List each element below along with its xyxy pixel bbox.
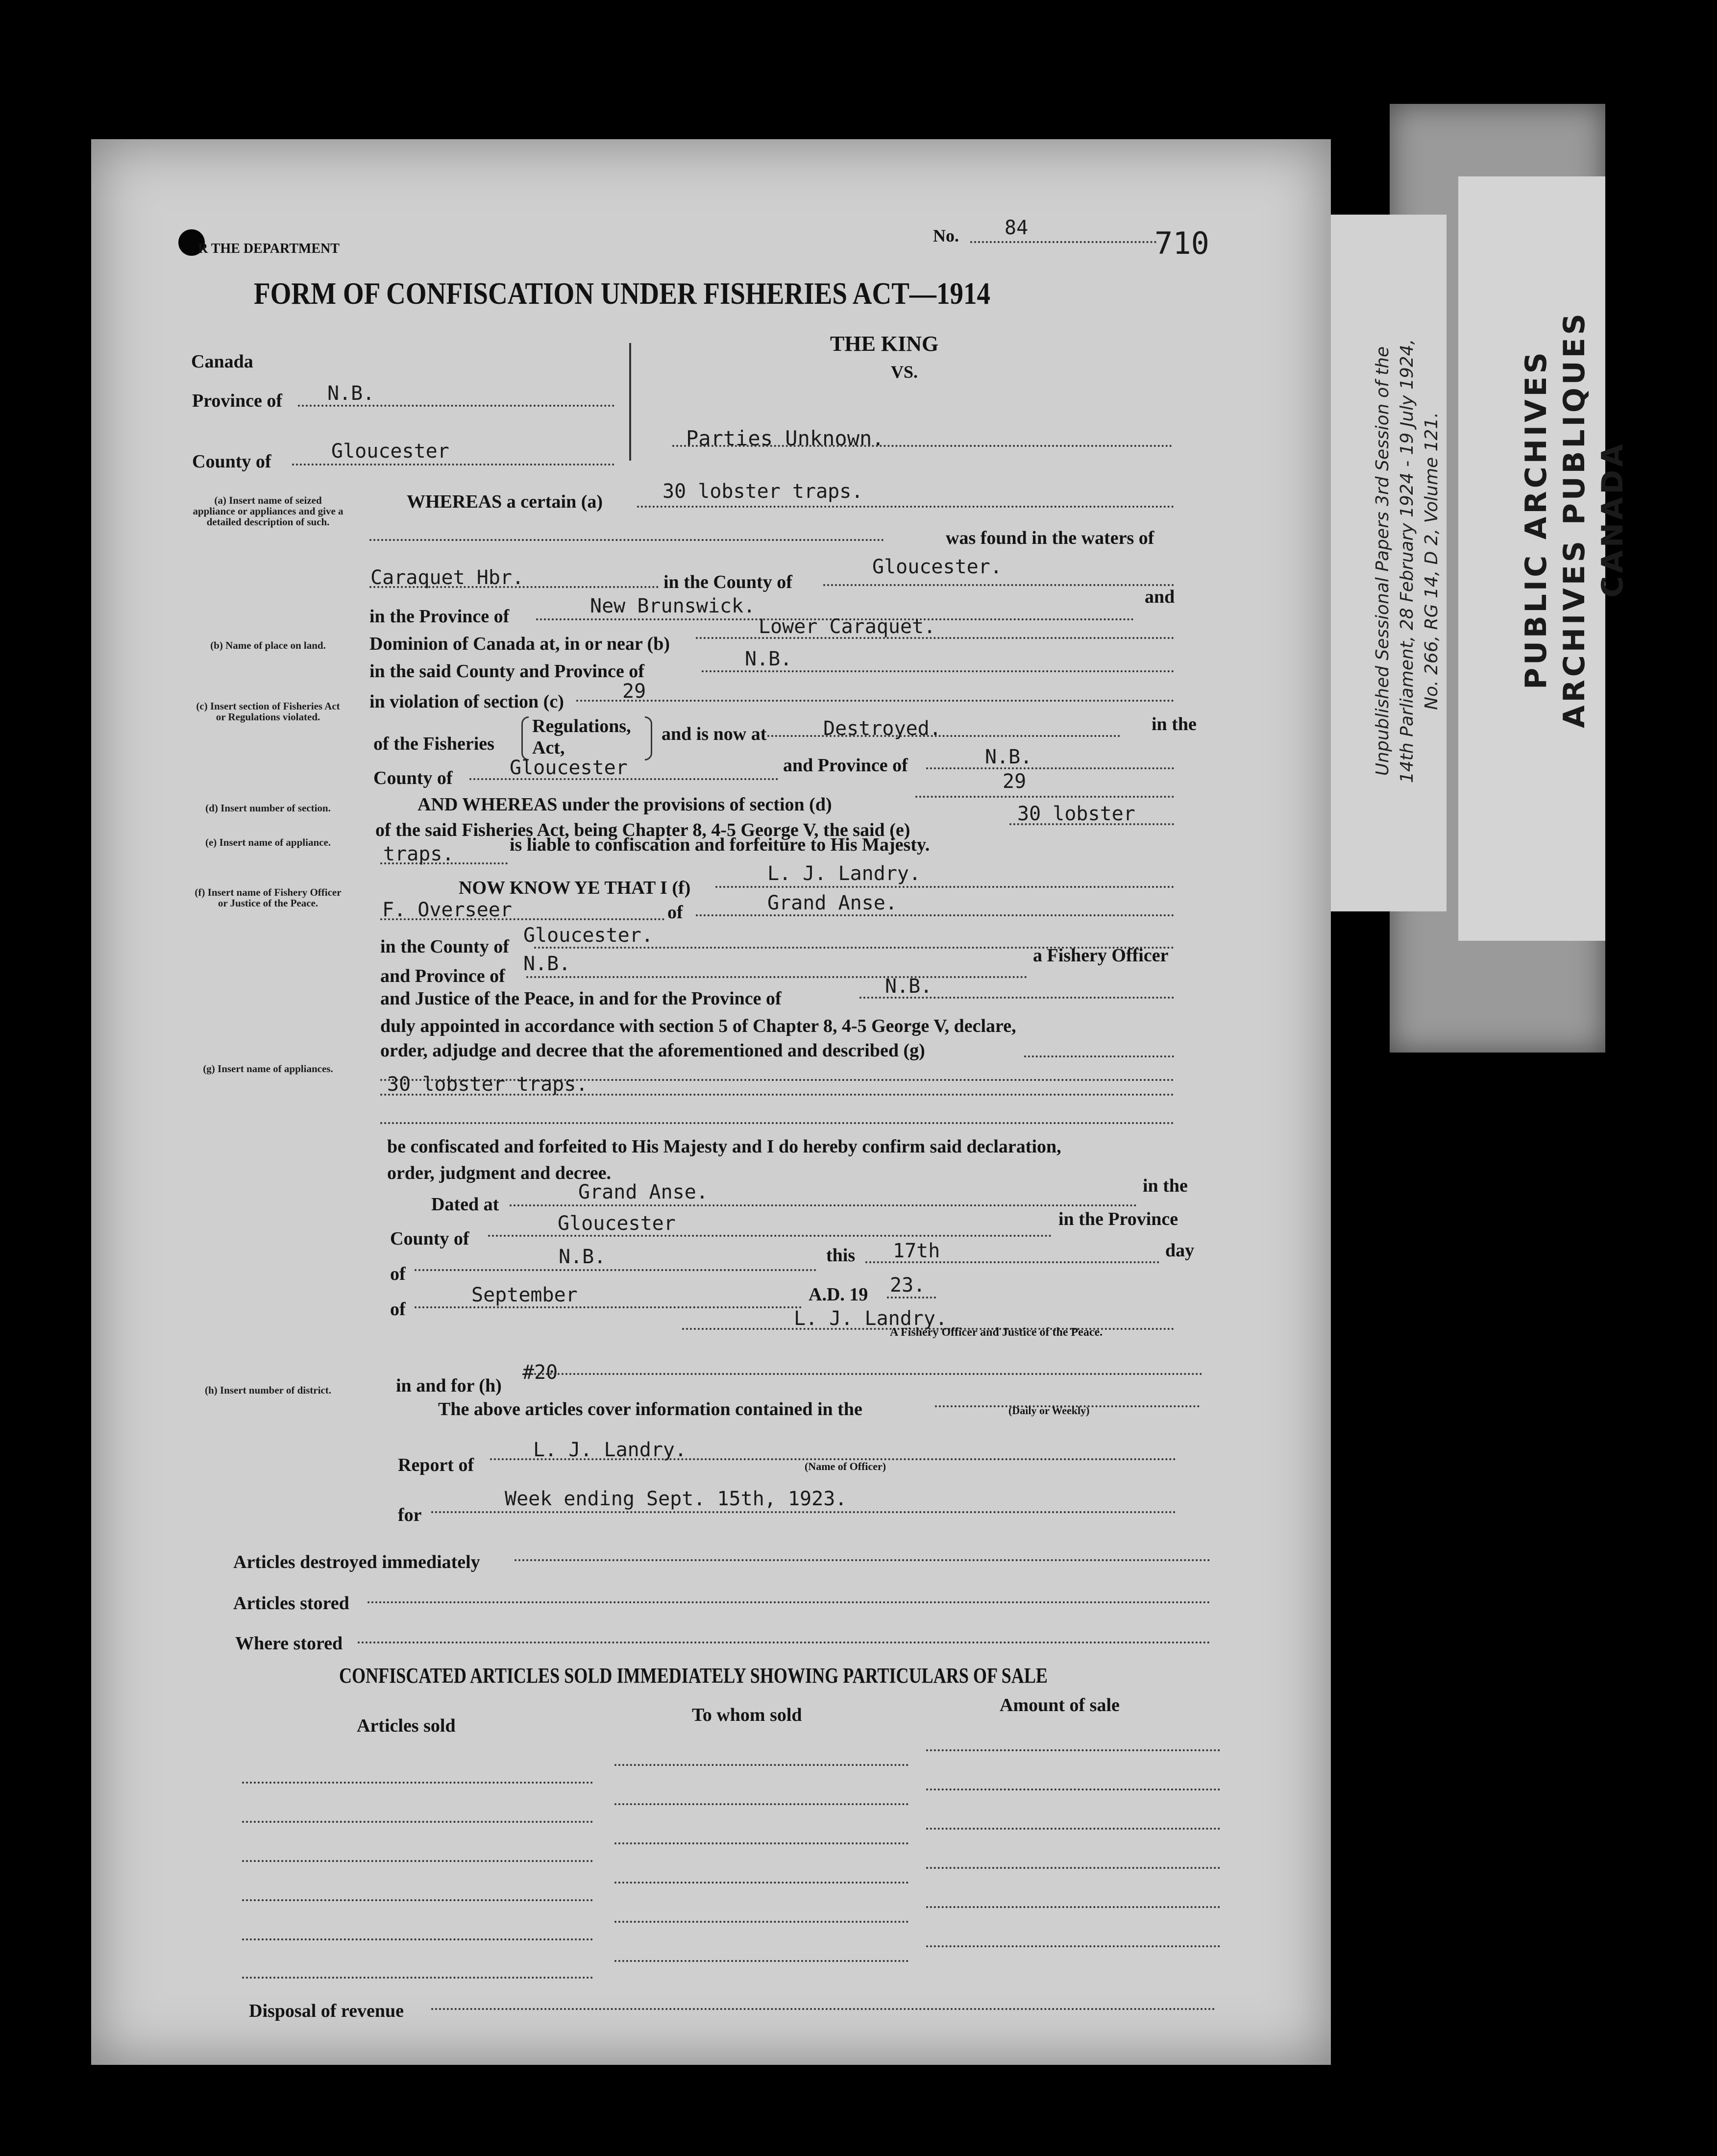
archive-stamp-line2: ARCHIVES PUBLIQUES: [1557, 311, 1592, 728]
archive-stamp-line1: PUBLIC ARCHIVES: [1519, 349, 1553, 689]
said-act-label: of the said Fisheries Act, being Chapter 8, 4-5 George V, the said (e): [375, 820, 910, 840]
province-value: N.B.: [327, 382, 375, 405]
note-c: (c) Insert section of Fisheries Act or Regulations violated.: [196, 700, 340, 723]
ad-label: A.D. 19: [809, 1284, 868, 1305]
of-label-2: of: [390, 1264, 406, 1284]
and-province-of-label: and Province of: [380, 966, 505, 986]
said-act-line: [1009, 823, 1174, 825]
month-value: September: [471, 1284, 578, 1306]
col-amount-of-sale: Amount of sale: [1000, 1695, 1120, 1715]
sale-row-line: [614, 1921, 908, 1923]
liable-label: is liable to confiscation and forfeiture to His Majesty.: [510, 834, 930, 855]
where-stored-label: Where stored: [235, 1633, 343, 1654]
whereas-label: WHEREAS a certain (a): [407, 491, 603, 512]
disposal-of-revenue-label: Disposal of revenue: [249, 2001, 404, 2021]
and-whereas-value: 29: [1003, 770, 1027, 793]
and-province-line: [926, 767, 1174, 769]
act-label: Act,: [532, 737, 565, 758]
sale-row-line: [242, 1977, 593, 1979]
name-of-officer-label: (Name of Officer): [805, 1460, 886, 1472]
sale-row-line: [614, 1764, 908, 1766]
traps-line: [380, 862, 508, 864]
sale-row-line: [242, 1782, 593, 1784]
defendant-value: Parties Unknown.: [686, 426, 884, 450]
county-label-2: County of: [390, 1228, 469, 1249]
note-g: (g) Insert name of appliances.: [203, 1063, 333, 1075]
this-label: this: [826, 1245, 856, 1266]
year-line: [887, 1297, 936, 1298]
of-label-3: of: [390, 1299, 406, 1320]
county-label: County of: [192, 451, 271, 472]
dominion-line: [696, 637, 1174, 639]
described-line-2: [380, 1122, 1174, 1124]
note-e: (e) Insert name of appliance.: [205, 836, 331, 848]
in-and-for-label: in and for (h): [396, 1375, 502, 1396]
in-county-label: in the County of: [663, 572, 792, 592]
whereas-line: [637, 506, 1174, 508]
in-and-for-value: #20: [522, 1361, 558, 1384]
and-province-label: and Province of: [783, 755, 908, 776]
described-line: [380, 1094, 1174, 1096]
sale-row-line: [926, 1945, 1220, 1947]
province-line: [298, 405, 614, 407]
note-b: (b) Name of place on land.: [210, 639, 326, 651]
daily-weekly-label: (Daily or Weekly): [1008, 1404, 1090, 1417]
articles-stored-label: Articles stored: [233, 1593, 349, 1614]
jurisdiction-bracket: [629, 343, 631, 461]
fisheries-brace-left: [521, 716, 529, 760]
form-number-value: 84: [1005, 217, 1029, 239]
for-line: [431, 1511, 1176, 1513]
signature-caption: A Fishery Officer and Justice of the Peace.: [890, 1326, 1103, 1339]
violation-line: [576, 700, 1174, 702]
in-the-province-label: in the Province: [1058, 1209, 1178, 1229]
now-at-line: [767, 735, 1120, 737]
sale-row-line: [242, 1860, 593, 1862]
dominion-label: Dominion of Canada at, in or near (b): [369, 634, 670, 654]
order-judgment-label: order, judgment and decree.: [387, 1163, 612, 1183]
month-line: [415, 1306, 802, 1308]
dated-at-label: Dated at: [431, 1194, 499, 1215]
in-county-of-label: in the County of: [380, 936, 509, 957]
archive-reference-line3: No. 266, RG 14, D 2, Volume 121.: [1422, 412, 1442, 710]
justice-label: and Justice of the Peace, in and for the Province of: [380, 988, 782, 1009]
dated-at-value: Grand Anse.: [578, 1181, 708, 1203]
in-county-value: Gloucester.: [872, 556, 1002, 578]
county-of-line: [469, 778, 778, 780]
whereas-value: 30 lobster traps.: [662, 480, 863, 503]
form-number-line: [970, 241, 1156, 243]
day-line: [865, 1261, 1159, 1263]
signature-value: L. J. Landry.: [794, 1307, 948, 1330]
county-value-2: Gloucester: [558, 1212, 676, 1235]
the-king-label: THE KING: [830, 332, 939, 356]
sale-row-line: [242, 1899, 593, 1901]
for-value: Week ending Sept. 15th, 1923.: [505, 1488, 847, 1510]
waters-line: [369, 586, 659, 588]
year-value: 23.: [890, 1274, 926, 1297]
in-the-label: in the: [1152, 714, 1197, 735]
order-line: [1024, 1055, 1174, 1057]
said-county-line: [702, 670, 1174, 672]
articles-destroyed-label: Articles destroyed immediately: [233, 1552, 480, 1572]
vs-label: VS.: [891, 362, 918, 382]
day-value: 17th: [893, 1240, 940, 1262]
now-know-label: NOW KNOW YE THAT I (f): [459, 878, 691, 898]
whereas-line-2: [369, 539, 884, 541]
in-province-label: in the Province of: [369, 606, 510, 627]
of-value: Grand Anse.: [767, 892, 897, 914]
sale-row-line: [926, 1749, 1220, 1751]
department-label: R THE DEPARTMENT: [198, 241, 340, 256]
fisheries-brace-right: [645, 716, 652, 760]
dated-in-the-label: in the: [1143, 1176, 1188, 1196]
form-number-label: No.: [933, 226, 959, 245]
said-county-label: in the said County and Province of: [369, 661, 644, 682]
where-stored-line: [358, 1642, 1210, 1643]
canada-label: Canada: [191, 351, 253, 372]
and-province-of-line: [526, 976, 1027, 978]
officer-title-line: [380, 918, 664, 920]
violation-value: 29: [622, 680, 646, 703]
confiscated-label: be confiscated and forfeited to His Majesty and I do hereby confirm said declaration,: [387, 1136, 1061, 1157]
sale-row-line: [926, 1828, 1220, 1830]
disposal-of-revenue-line: [431, 2008, 1215, 2010]
page-number: 710: [1154, 225, 1209, 261]
county-of-label: County of: [373, 768, 453, 788]
said-act-value: 30 lobster: [1017, 803, 1135, 825]
fisheries-label: of the Fisheries: [373, 734, 494, 754]
sale-row-line: [242, 1938, 593, 1940]
justice-line: [859, 997, 1174, 999]
archive-stamp-line3: CANADA: [1595, 441, 1630, 598]
now-know-line: [715, 886, 1174, 888]
justice-value: N.B.: [885, 975, 932, 998]
sale-row-line: [614, 1803, 908, 1805]
note-d: (d) Insert number of section.: [205, 802, 331, 814]
report-of-label: Report of: [398, 1455, 474, 1475]
and-whereas-line: [915, 796, 1174, 798]
sale-row-line: [614, 1842, 908, 1844]
and-province-of-value: N.B.: [523, 953, 571, 975]
violation-label: in violation of section (c): [369, 691, 564, 712]
defendant-line: [672, 445, 1172, 447]
archive-reference-line2: 14th Parliament, 28 February 1924 - 19 July 1924,: [1397, 339, 1417, 784]
county-of-value: Gloucester: [510, 757, 628, 779]
described-value: 30 lobster traps.: [387, 1073, 588, 1096]
now-at-value: Destroyed.: [823, 717, 941, 740]
in-province-value: New Brunswick.: [590, 595, 756, 617]
said-county-value: N.B.: [745, 648, 792, 670]
appointed-label: duly appointed in accordance with section 5 of Chapter 8, 4-5 George V, declare,: [380, 1016, 1016, 1036]
of-line: [696, 914, 1174, 916]
note-a: (a) Insert name of seized appliance or appliances and give a detailed description of such.: [193, 494, 343, 528]
above-articles-label: The above articles cover information contained in the: [438, 1399, 862, 1420]
county-line: [292, 464, 614, 466]
order-label: order, adjudge and decree that the aforementioned and described (g): [380, 1040, 925, 1061]
articles-stored-line: [368, 1601, 1210, 1603]
waters-value: Caraquet Hbr.: [370, 566, 524, 589]
col-to-whom-sold: To whom sold: [692, 1705, 802, 1725]
of-label: of: [667, 902, 683, 923]
sale-row-line: [926, 1788, 1220, 1790]
dominion-value: Lower Caraquet.: [759, 615, 936, 638]
sale-row-line: [614, 1882, 908, 1884]
for-label: for: [398, 1505, 422, 1525]
articles-destroyed-line: [515, 1559, 1210, 1561]
report-of-value: L. J. Landry.: [533, 1439, 687, 1461]
archive-reference-line1: Unpublished Sessional Papers 3rd Session of the: [1373, 346, 1393, 776]
county-line-2: [488, 1235, 1052, 1237]
of-line-2: [415, 1269, 816, 1271]
and-province-value: N.B.: [985, 746, 1032, 768]
in-county-line: [823, 584, 1174, 586]
col-articles-sold: Articles sold: [357, 1715, 456, 1736]
now-at-label: and is now at: [662, 724, 767, 744]
in-county-of-value: Gloucester.: [523, 924, 653, 947]
regulations-label: Regulations,: [532, 716, 631, 736]
and-whereas-label: AND WHEREAS under the provisions of section (d): [417, 794, 832, 815]
day-label: day: [1165, 1240, 1195, 1261]
province-label: Province of: [192, 391, 282, 411]
dated-at-line: [510, 1204, 1137, 1206]
note-h: (h) Insert number of district.: [204, 1384, 331, 1396]
officer-title-value: F. Overseer: [382, 899, 512, 921]
in-and-for-line: [526, 1373, 1202, 1375]
sale-heading: CONFISCATED ARTICLES SOLD IMMEDIATELY SHOWING PARTICULARS OF SALE: [339, 1664, 1048, 1688]
note-f: (f) Insert name of Fishery Officer or Justice of the Peace.: [195, 886, 342, 909]
and-label: and: [1145, 587, 1175, 607]
sale-row-line: [926, 1867, 1220, 1869]
fishery-officer-label: a Fishery Officer: [1033, 945, 1169, 966]
traps-value: traps.: [383, 843, 454, 865]
sale-row-line: [242, 1821, 593, 1823]
found-label: was found in the waters of: [946, 528, 1154, 548]
of-value-2: N.B.: [559, 1246, 606, 1268]
now-know-value: L. J. Landry.: [767, 862, 921, 885]
sale-row-line: [614, 1960, 908, 1962]
form-title: FORM OF CONFISCATION UNDER FISHERIES ACT—1914: [254, 276, 991, 311]
sale-row-line: [926, 1906, 1220, 1908]
county-value: Gloucester: [331, 440, 449, 463]
